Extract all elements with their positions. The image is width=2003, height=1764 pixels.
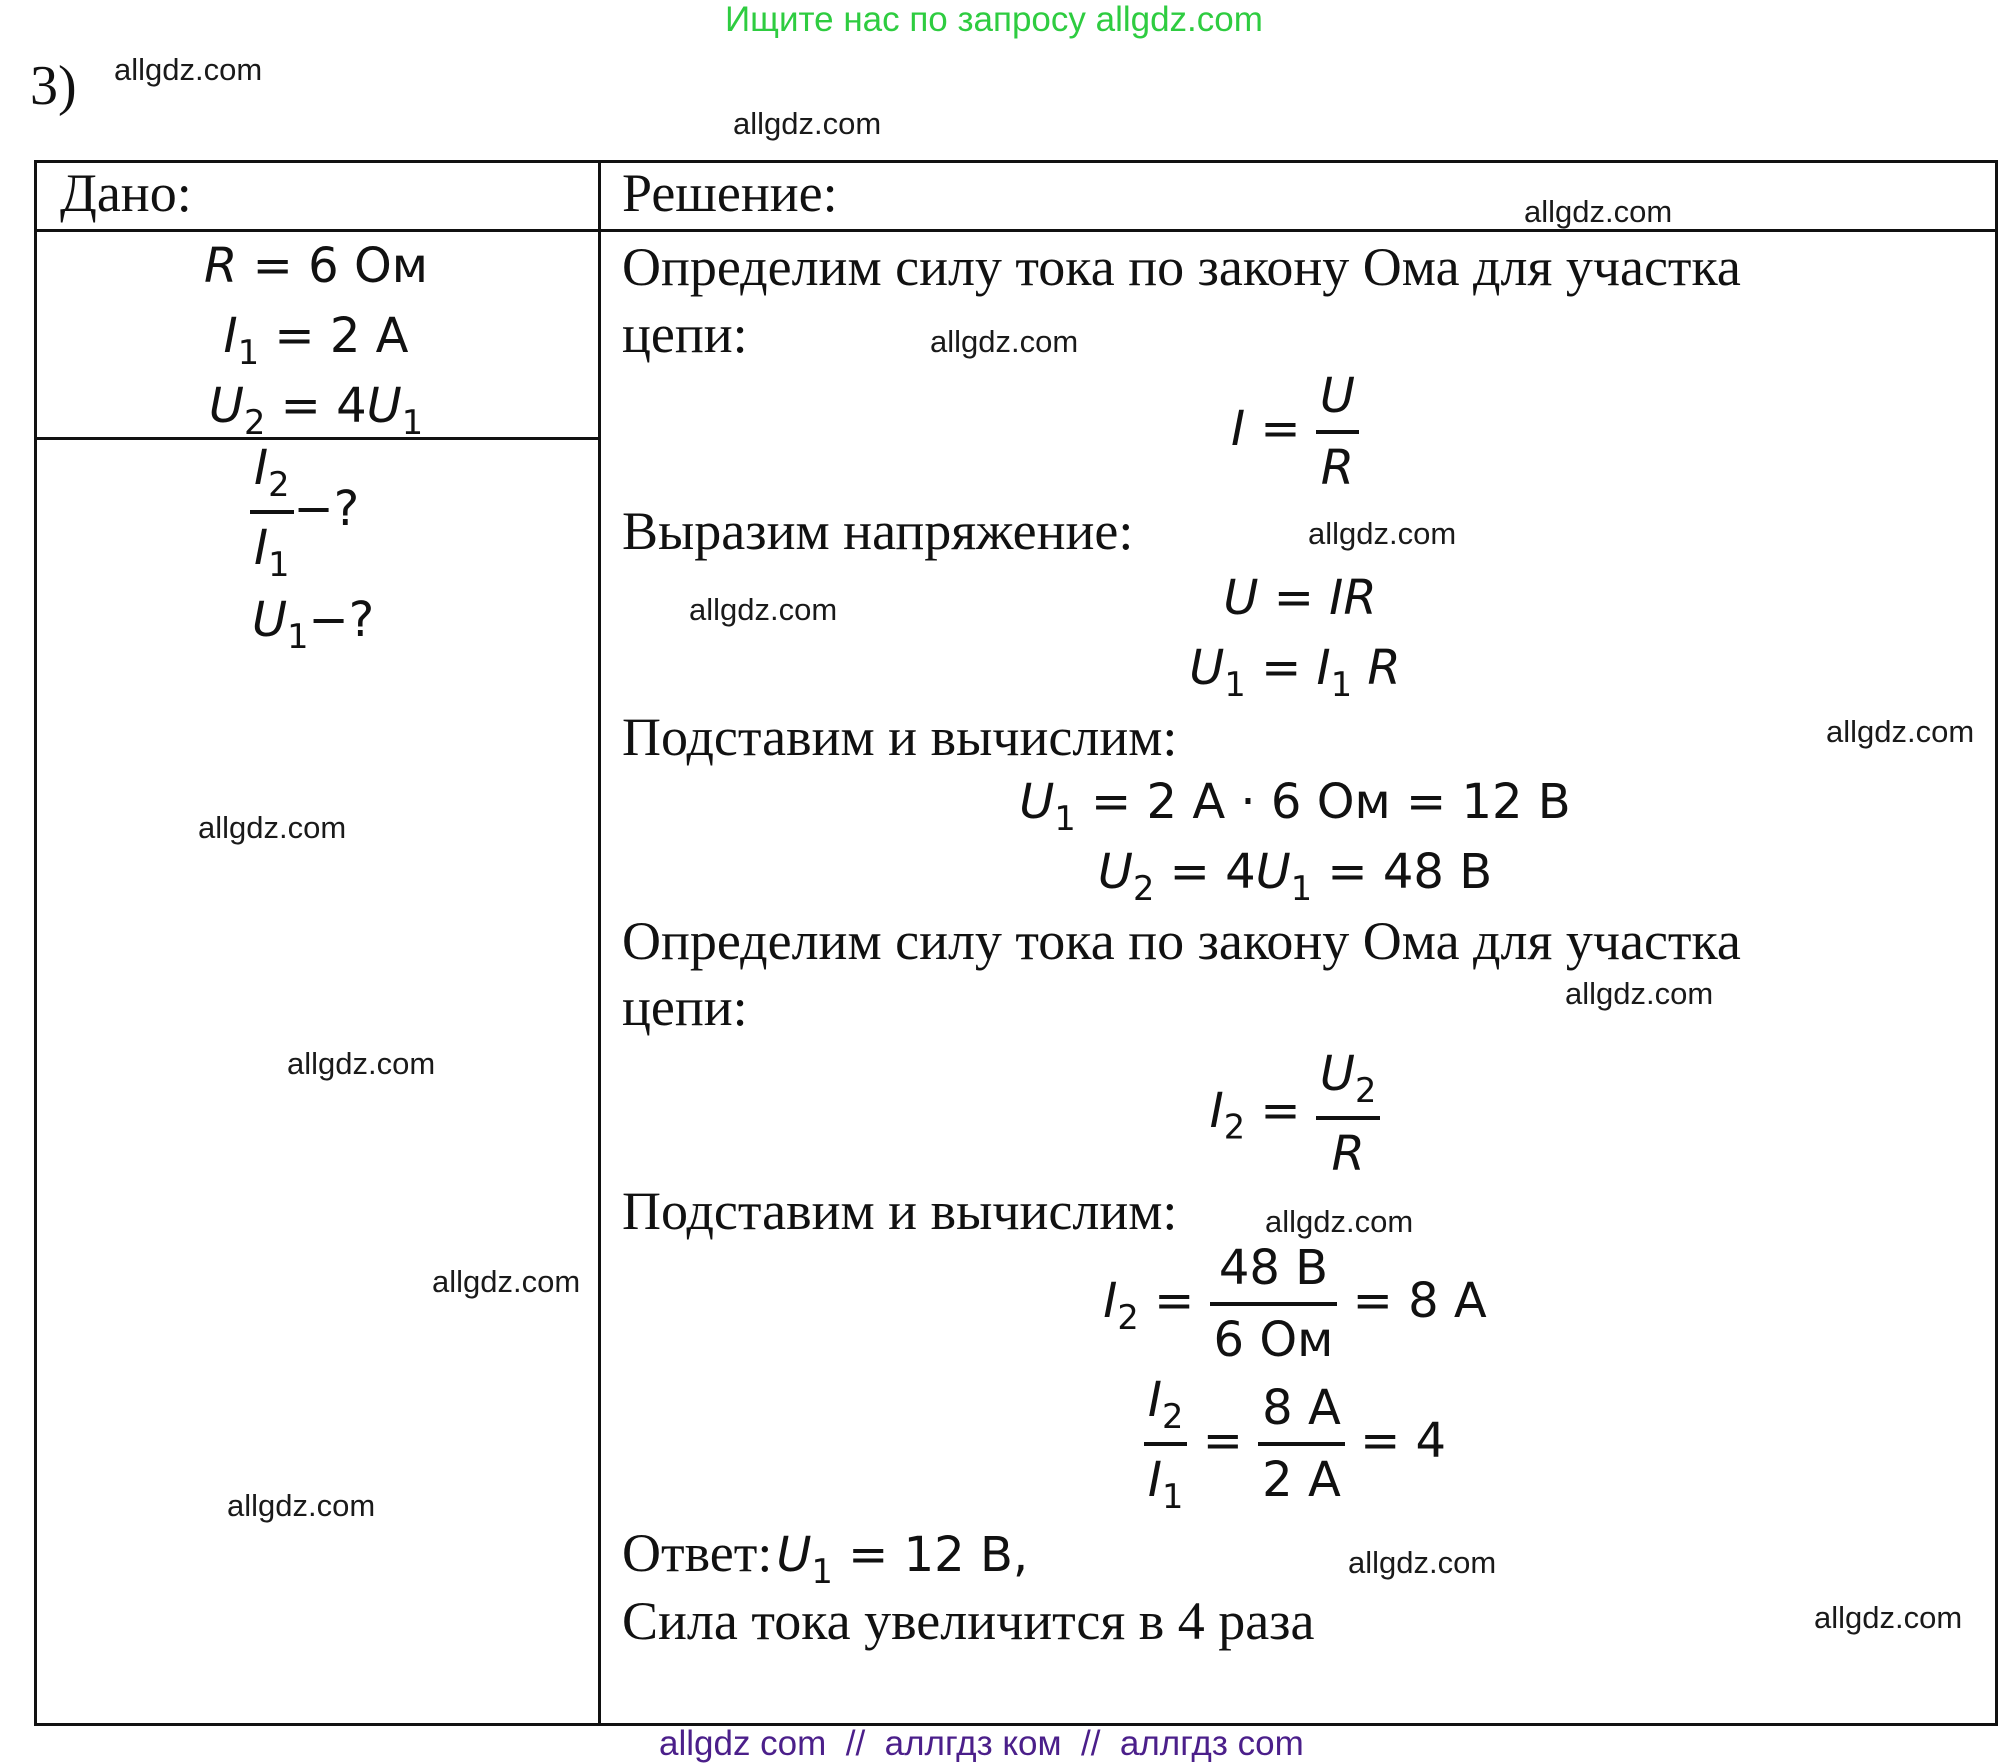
current-2-formula: $I_2$ = $\frac{U_2}{R}$ <box>600 1046 1990 1182</box>
watermark: allgdz.com <box>1265 1204 1414 1239</box>
solution-text-4b: цепи: <box>622 977 748 1037</box>
watermark: allgdz.com <box>1565 976 1714 1011</box>
watermark: allgdz.com <box>287 1046 436 1081</box>
watermark: allgdz.com <box>1348 1545 1497 1580</box>
problem-number: 3) <box>30 55 77 117</box>
current-ratio-calc: $\frac{I_2}{I_1}$ = $\frac{8 А}{2 А}$ = 4 <box>600 1372 1990 1516</box>
watermark: allgdz.com <box>1524 194 1673 229</box>
find-voltage-1: $U_1-$? <box>252 592 375 656</box>
given-voltage-2: $U_2 = 4U_1$ <box>208 378 424 442</box>
table-header-divider <box>34 229 1998 232</box>
watermark: allgdz.com <box>689 592 838 627</box>
given-header: Дано: <box>60 163 192 223</box>
solution-text-1b: цепи: <box>622 304 748 364</box>
voltage-2-calc: $U_2 = 4U_1 = 48$ В <box>1097 844 1493 908</box>
watermark: allgdz.com <box>733 106 882 141</box>
voltage-1-formula: $U_1 = I_1$ R <box>1189 640 1401 704</box>
watermark: allgdz.com <box>114 52 263 87</box>
voltage-1-calc: $U_1 = 2$ А · 6 Ом = 12 В <box>1019 774 1571 838</box>
find-current-ratio: $\frac{I_2}{I_1}$ −? <box>250 440 359 584</box>
watermark: allgdz.com <box>198 810 347 845</box>
solution-text-4a: Определим силу тока по закону Ома для участка <box>622 911 1741 971</box>
answer-line-1: Ответ: $U_1 = 12$ В, <box>622 1523 1029 1591</box>
top-banner: Ищите нас по запросу allgdz.com <box>725 0 1263 39</box>
answer-line-2: Сила тока увеличится в 4 раза <box>622 1591 1315 1651</box>
watermark: allgdz.com <box>1814 1600 1963 1635</box>
watermark: allgdz.com <box>227 1488 376 1523</box>
solution-text-5: Подставим и вычислим: <box>622 1181 1178 1241</box>
solution-text-3: Подставим и вычислим: <box>622 707 1178 767</box>
footer-watermark: allgdz com // аллгдз ком // аллгдз com <box>659 1724 1304 1763</box>
given-resistance: R = 6 Ом <box>204 238 428 294</box>
voltage-formula: U = IR <box>1223 570 1377 626</box>
current-2-calc: $I_2$ = $\frac{48 В}{6 Ом}$ = 8 А <box>1103 1240 1487 1368</box>
watermark: allgdz.com <box>1826 714 1975 749</box>
table-border-top <box>34 160 1998 163</box>
table-border-right <box>1995 160 1998 1726</box>
solution-text-2: Выразим напряжение: <box>622 501 1134 561</box>
watermark: allgdz.com <box>930 324 1079 359</box>
solution-text-1a: Определим силу тока по закону Ома для участка <box>622 237 1741 297</box>
given-current-1: $I_1 = 2$ А <box>223 308 409 372</box>
solution-header: Решение: <box>622 163 838 223</box>
watermark: allgdz.com <box>1308 516 1457 551</box>
ohm-law-formula: I = $\frac{U}{R}$ <box>600 368 1990 496</box>
watermark: allgdz.com <box>432 1264 581 1299</box>
